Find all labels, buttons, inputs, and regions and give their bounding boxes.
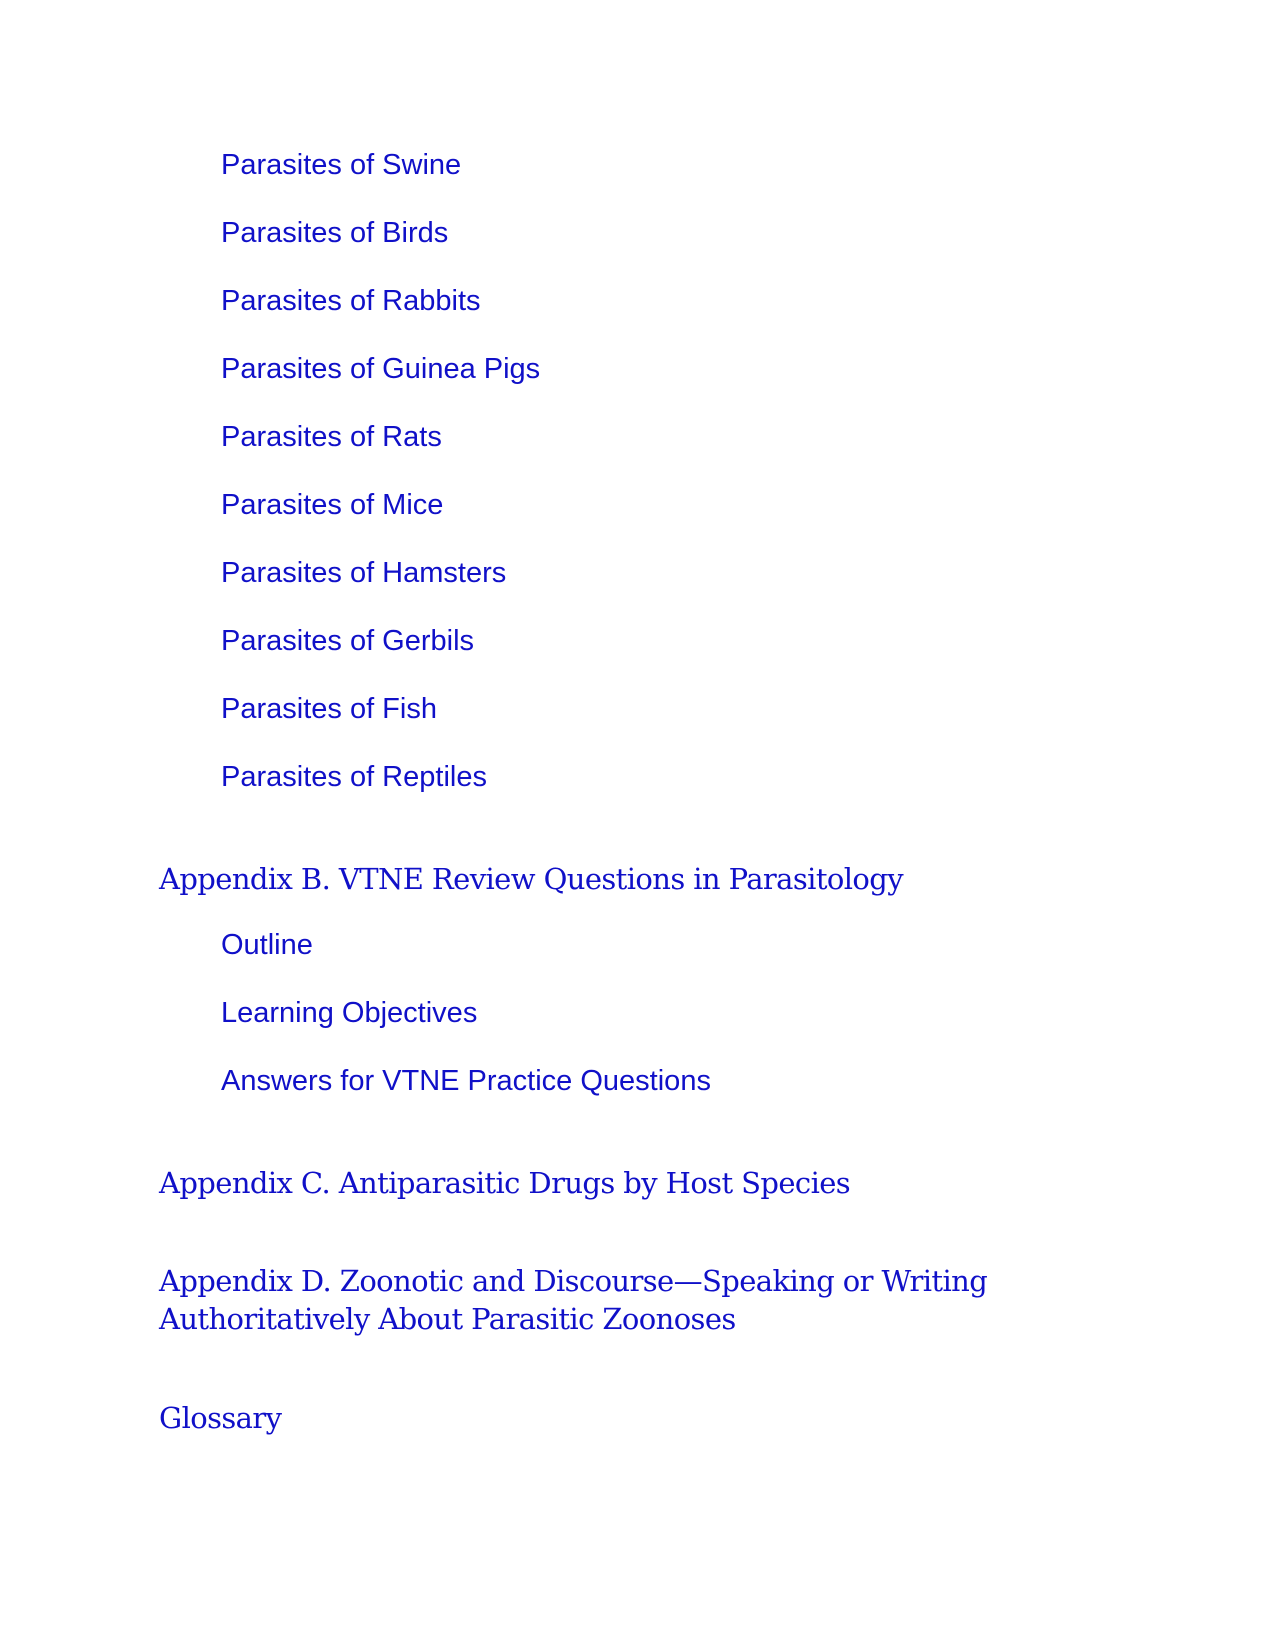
toc-link-appendix-b[interactable]: Appendix B. VTNE Review Questions in Parasitology <box>159 862 904 896</box>
toc-link-parasites-of-rats[interactable]: Parasites of Rats <box>221 421 442 453</box>
toc-link-parasites-of-mice[interactable]: Parasites of Mice <box>221 489 444 521</box>
toc-link-parasites-of-birds[interactable]: Parasites of Birds <box>221 217 449 249</box>
toc-link-parasites-of-hamsters[interactable]: Parasites of Hamsters <box>221 557 507 589</box>
toc-link-parasites-of-fish[interactable]: Parasites of Fish <box>221 693 437 725</box>
toc-link-learning-objectives[interactable]: Learning Objectives <box>221 997 478 1029</box>
toc-link-outline[interactable]: Outline <box>221 929 313 961</box>
toc-link-parasites-of-reptiles[interactable]: Parasites of Reptiles <box>221 761 487 793</box>
toc-link-parasites-of-guinea-pigs[interactable]: Parasites of Guinea Pigs <box>221 353 541 385</box>
toc-link-appendix-d-line1[interactable]: Appendix D. Zoonotic and Discourse—Speaking or Writing <box>159 1264 988 1298</box>
toc-link-parasites-of-swine[interactable]: Parasites of Swine <box>221 149 462 181</box>
toc-link-glossary[interactable]: Glossary <box>159 1401 282 1435</box>
toc-link-parasites-of-gerbils[interactable]: Parasites of Gerbils <box>221 625 475 657</box>
toc-link-appendix-d-line2[interactable]: Authoritatively About Parasitic Zoonoses <box>159 1302 736 1336</box>
toc-link-answers-vtne-practice-questions[interactable]: Answers for VTNE Practice Questions <box>221 1065 711 1097</box>
toc-link-appendix-c[interactable]: Appendix C. Antiparasitic Drugs by Host Species <box>159 1166 851 1200</box>
toc-link-parasites-of-rabbits[interactable]: Parasites of Rabbits <box>221 285 481 317</box>
